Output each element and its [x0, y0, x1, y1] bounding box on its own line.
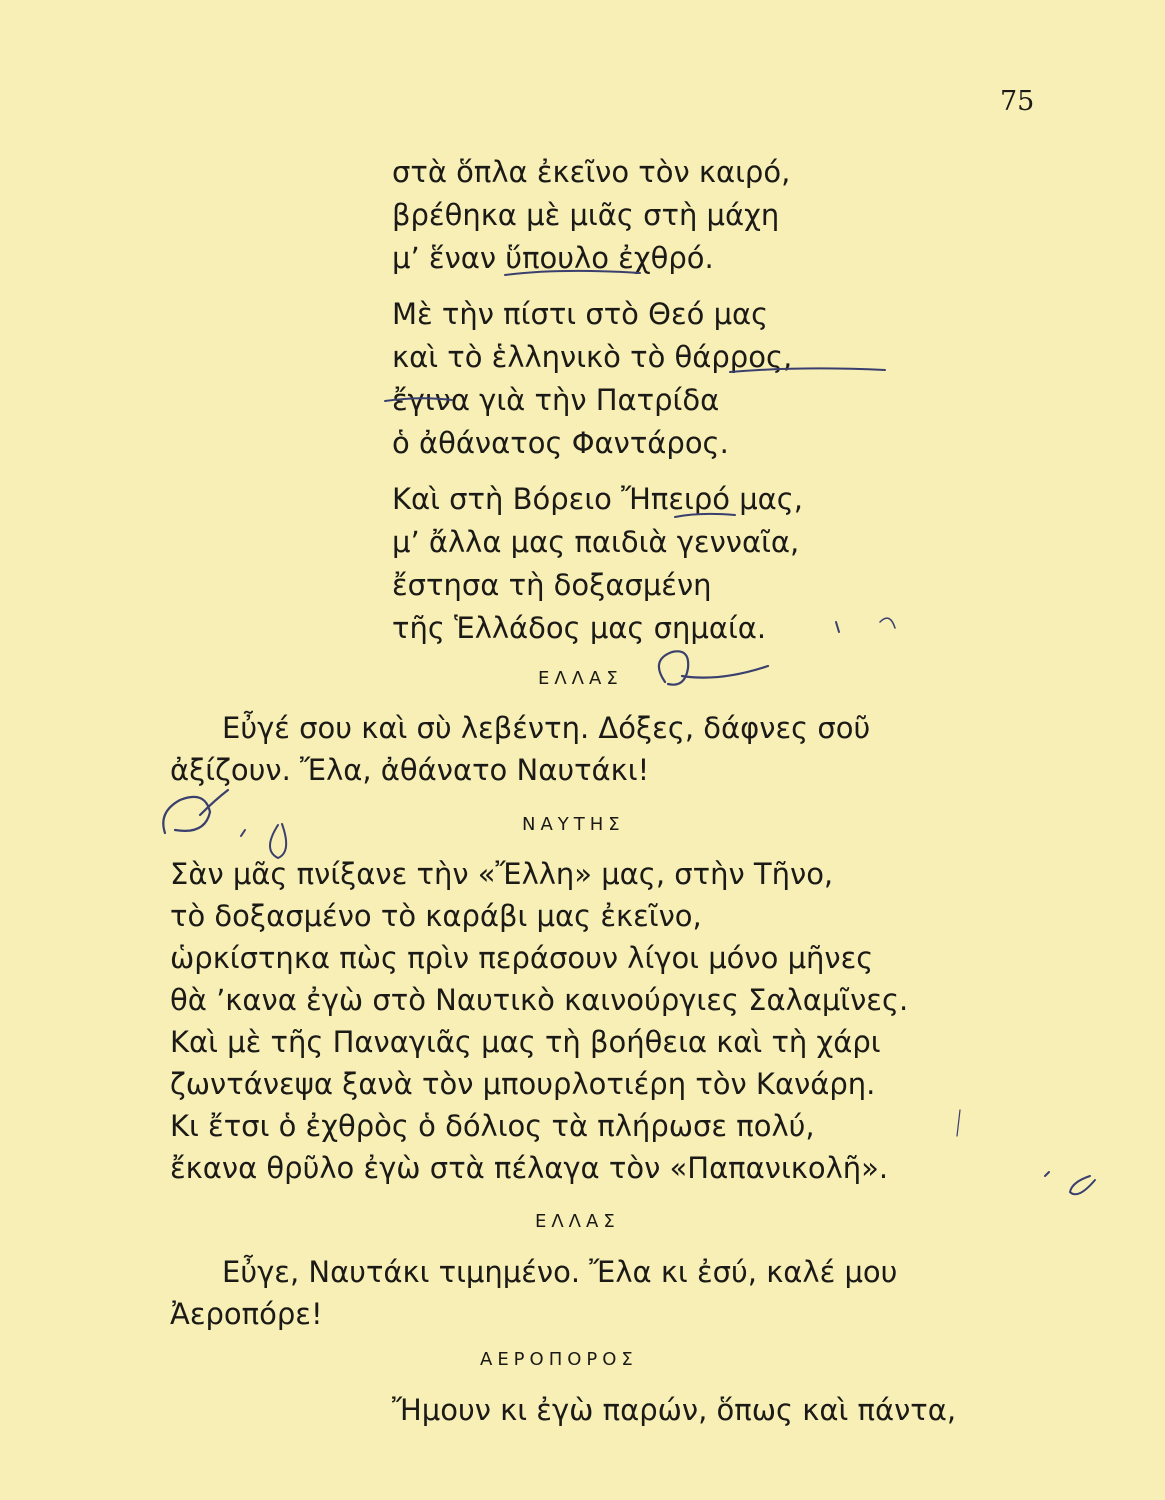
- tick-mark: [241, 830, 245, 836]
- scribble-mark: [659, 651, 768, 684]
- speech-line: Εὖγέ σου καὶ σὺ λεβέντη. Δόξες, δάφνες σοῦ: [222, 711, 871, 745]
- verse-line: ἔγινα γιὰ τὴν Πατρίδα: [392, 383, 720, 417]
- speech-line: Καὶ μὲ τῆς Παναγιᾶς μας τὴ βοήθεια καὶ τὴ χάρι: [170, 1025, 881, 1059]
- verse-line: ὁ ἀθάνατος Φαντάρος.: [392, 426, 729, 460]
- speech-line: ἀξίζουν. Ἔλα, ἀθάνατο Ναυτάκι!: [170, 753, 650, 787]
- speech-line: ὡρκίστηκα πὼς πρὶν περάσουν λίγοι μόνο μῆνες: [170, 941, 874, 975]
- verse-line: μ’ ἕναν ὕπουλο ἐχθρό.: [392, 241, 714, 275]
- verse-line: βρέθηκα μὲ μιᾶς στὴ μάχη: [392, 198, 780, 232]
- speech-line: τὸ δοξασμένο τὸ καράβι μας ἐκεῖνο,: [170, 899, 702, 933]
- speech-line: Ἀεροπόρε!: [170, 1297, 323, 1331]
- speaker-name: ΕΛΛΑΣ: [535, 1211, 620, 1232]
- speech-line: ζωντάνεψα ξανὰ τὸν μπουρλοτιέρη τὸν Κανάρη.: [170, 1067, 876, 1101]
- verse-line: τῆς Ἑλλάδος μας σημαία.: [392, 611, 767, 645]
- verse-line: ἔστησα τὴ δοξασμένη: [392, 568, 712, 602]
- speech-line: ἔκανα θρῦλο ἐγὼ στὰ πέλαγα τὸν «Παπανικολῆ».: [170, 1151, 889, 1185]
- speaker-name: ΝΑΥΤΗΣ: [522, 814, 625, 835]
- verse-line: καὶ τὸ ἑλληνικὸ τὸ θάρρος,: [392, 340, 793, 374]
- scribble-mark: [163, 790, 228, 833]
- page-number: 75: [1000, 86, 1035, 117]
- verse-line: μ’ ἄλλα μας παιδιὰ γενναῖα,: [392, 525, 800, 559]
- speech-line: Σὰν μᾶς πνίξανε τὴν «Ἔλλη» μας, στὴν Τῆνο,: [170, 857, 834, 891]
- speech-line: Ἤμουν κι ἐγὼ παρών, ὅπως καὶ πάντα,: [392, 1393, 957, 1427]
- margin-mark: [957, 1110, 960, 1136]
- speech-line: θὰ ’κανα ἐγὼ στὸ Ναυτικὸ καινούργιες Σαλαμῖνες.: [170, 983, 909, 1017]
- scribble-mark: [270, 824, 286, 858]
- verse-line: στὰ ὅπλα ἐκεῖνο τὸν καιρό,: [392, 155, 791, 189]
- verse-line: Μὲ τὴν πίστι στὸ Θεό μας: [392, 297, 769, 331]
- verse-line: Καὶ στὴ Βόρειο Ἤπειρό μας,: [392, 482, 803, 516]
- speaker-name: ΑΕΡΟΠΟΡΟΣ: [480, 1349, 638, 1370]
- scribble-mark: [1070, 1176, 1095, 1194]
- speaker-name: ΕΛΛΑΣ: [538, 668, 623, 689]
- tick-mark: [1045, 1172, 1049, 1176]
- tick-mark: [836, 622, 839, 632]
- speech-line: Εὖγε, Ναυτάκι τιμημένο. Ἔλα κι ἐσύ, καλέ μου: [222, 1255, 898, 1289]
- speech-line: Κι ἔτσι ὁ ἐχθρὸς ὁ δόλιος τὰ πλήρωσε πολύ,: [170, 1109, 815, 1143]
- margin-mark: [880, 618, 895, 628]
